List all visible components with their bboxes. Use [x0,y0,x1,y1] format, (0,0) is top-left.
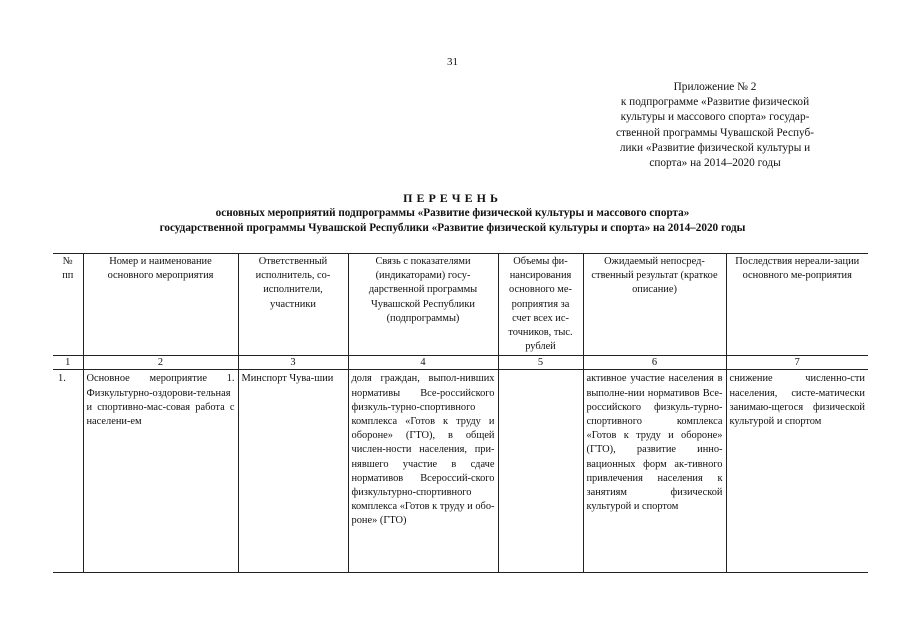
measure-name-cell: Основное мероприятие 1. Физкультурно-оздорови-тельная и спортивно-мас-совая работа с населени-ем [83,370,238,573]
indicator-link-cell: доля граждан, выпол-нивших нормативы Все-российского физкуль-турно-спортивного комплекса «Готов к труду и обороне» (ГТО), в общей числен-ности населения, при-нявшего участие в сдаче нормативов Всероссий-ского физкультурно-спортивного комплекса «Готов к труду и обо-роне» (ГТО) [348,370,498,573]
appendix-line: лики «Развитие физической культуры и [619,141,811,154]
header-cell-number: № пп [53,254,83,356]
header-cell-link: Связь с показателями (индикаторами) госу-дарственной программы Чувашской Республики (подпрограммы) [348,254,498,356]
column-number: 2 [83,356,238,370]
column-number: 5 [498,356,583,370]
column-number: 7 [726,356,868,370]
column-number-row [53,356,868,370]
header-cell-name: Номер и наименование основного мероприятия [83,254,238,356]
appendix-line: ственной программы Чувашской Респуб- [615,126,815,139]
title-subtitle-line-2: государственной программы Чувашской Республики «Развитие физической культуры и спорта» на 2014–2020 годы [159,221,746,234]
header-cell-result: Ожидаемый непосред-ственный результат (краткое описание) [583,254,726,356]
title-main: ПЕРЕЧЕНЬ [403,191,502,205]
document-title [40,191,865,235]
header-cell-executor: Ответственный исполнитель, со-исполнители, участники [238,254,348,356]
column-number: 4 [348,356,498,370]
appendix-note [580,80,850,171]
consequences-cell: снижение численно-сти населения, систе-матически занимаю-щегося физической культурой и спортом [726,370,868,573]
header-cell-consequences: Последствия нереали-зации основного ме-роприятия [726,254,868,356]
table-header-row [53,254,868,356]
column-number: 6 [583,356,726,370]
appendix-line: культуры и массового спорта» государ- [620,111,810,124]
header-cell-funding: Объемы фи-нансирования основного ме-роприятия за счет всех ис-точников, тыс. рублей [498,254,583,356]
column-number: 3 [238,356,348,370]
appendix-line: к подпрограмме «Развитие физической [620,96,810,109]
measures-table [53,253,868,573]
row-number-cell: 1. [53,370,83,573]
funding-cell [498,370,583,573]
appendix-line: спорта» на 2014–2020 годы [649,157,781,170]
column-number: 1 [53,356,83,370]
table-row [53,370,868,573]
title-subtitle-line-1: основных мероприятий подпрограммы «Развитие физической культуры и массового спорта» [215,207,690,219]
expected-result-cell: активное участие населения в выполне-нии нормативов Все-российского физкуль-турно-спортивного комплекса «Готов к труду и обороне» (ГТО), развитие инно-вационных форм ак-тивного привлечения населения к занятиям физической культурой и спортом [583,370,726,573]
appendix-line: Приложение № 2 [673,81,757,93]
page-number: 31 [447,56,458,68]
executor-cell: Минспорт Чува-шии [238,370,348,573]
